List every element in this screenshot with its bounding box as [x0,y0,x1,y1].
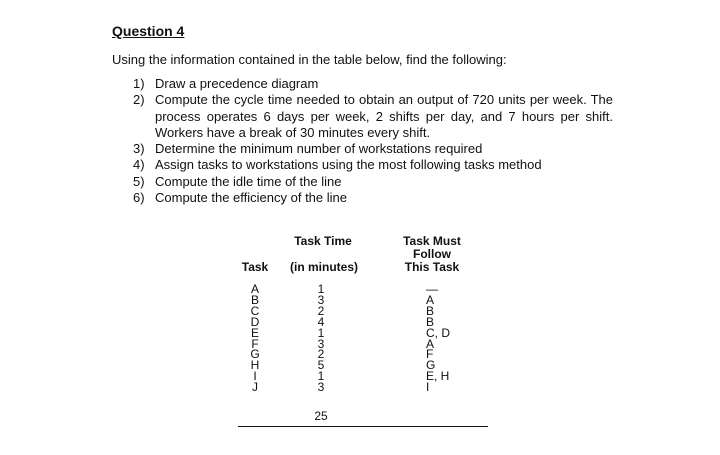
question-list [133,76,613,206]
question-item-number: 2) [133,92,145,108]
question-item [133,174,613,190]
predecessor-cell: — [426,282,438,296]
question-item-number: 6) [133,190,145,206]
task-cell: D [250,314,260,329]
question-item-number: 1) [133,76,145,91]
time-cell: 4 [317,314,325,329]
header-predecessor [394,235,470,274]
predecessor-cell: B [426,303,435,318]
task-cell: G [250,347,260,362]
predecessor-cell: C, D [426,325,450,340]
question-item-number: 4) [133,157,145,173]
time-cell: 2 [317,347,325,362]
task-cell: C [250,303,260,318]
predecessor-cell: F [426,347,434,362]
predecessor-cell: E, H [426,369,450,384]
task-cell: J [252,380,258,395]
header-task-time-unit: (in minutes) [290,260,358,274]
predecessor-cell: A [426,292,435,307]
time-cell: 2 [317,303,325,318]
time-cell: 1 [317,282,325,296]
question-item-text: Determine the minimum number of workstations required [155,141,483,157]
time-cell: 3 [317,336,325,351]
question-item [133,76,613,92]
header-predecessor-line: Follow [413,247,451,261]
question-item-number: 3) [133,141,145,157]
time-column [312,284,330,393]
task-table [238,231,488,431]
task-column [246,284,264,393]
total-time: 25 [314,409,328,423]
task-cell: A [250,282,259,296]
header-predecessor-line: This Task [404,260,460,274]
header-predecessor-line: Task Must [403,234,461,248]
predecessor-cell: B [426,314,435,329]
question-item-text: Compute the efficiency of the line [155,190,347,206]
time-cell: 5 [317,358,325,373]
question-item [133,141,613,157]
question-item-text: Draw a precedence diagram [155,76,319,91]
question-item-number: 5) [133,173,145,189]
question-item [133,157,613,173]
predecessor-cell: G [426,358,436,373]
task-cell: I [253,369,257,384]
task-cell: B [250,292,259,307]
task-cell: H [250,358,260,373]
question-item-text: Compute the idle time of the line [155,173,342,189]
question-title: Question 4 [112,23,185,39]
task-cell: F [251,336,259,351]
header-task-time: Task Time [294,234,352,248]
predecessor-cell: I [426,380,430,395]
question-item-text: Compute the cycle time needed to obtain an output of 720 units per week. The process operates 6 days per week, 2 shifts per day, and 7 hours per shift. Workers have a break of 30 minutes every shift. [155,92,613,140]
time-cell: 1 [317,369,325,384]
question-item [133,190,613,206]
time-cell: 3 [317,292,325,307]
predecessor-cell: A [426,336,435,351]
question-item-text: Assign tasks to workstations using the most following tasks method [155,157,542,173]
time-cell: 1 [317,325,325,340]
table-bottom-rule [238,426,488,427]
task-cell: E [250,325,259,340]
question-item [133,92,613,141]
time-cell: 3 [317,380,325,395]
question-intro: Using the information contained in the table below, find the following: [112,52,507,67]
header-task: Task [241,260,269,274]
predecessor-column [420,284,460,393]
